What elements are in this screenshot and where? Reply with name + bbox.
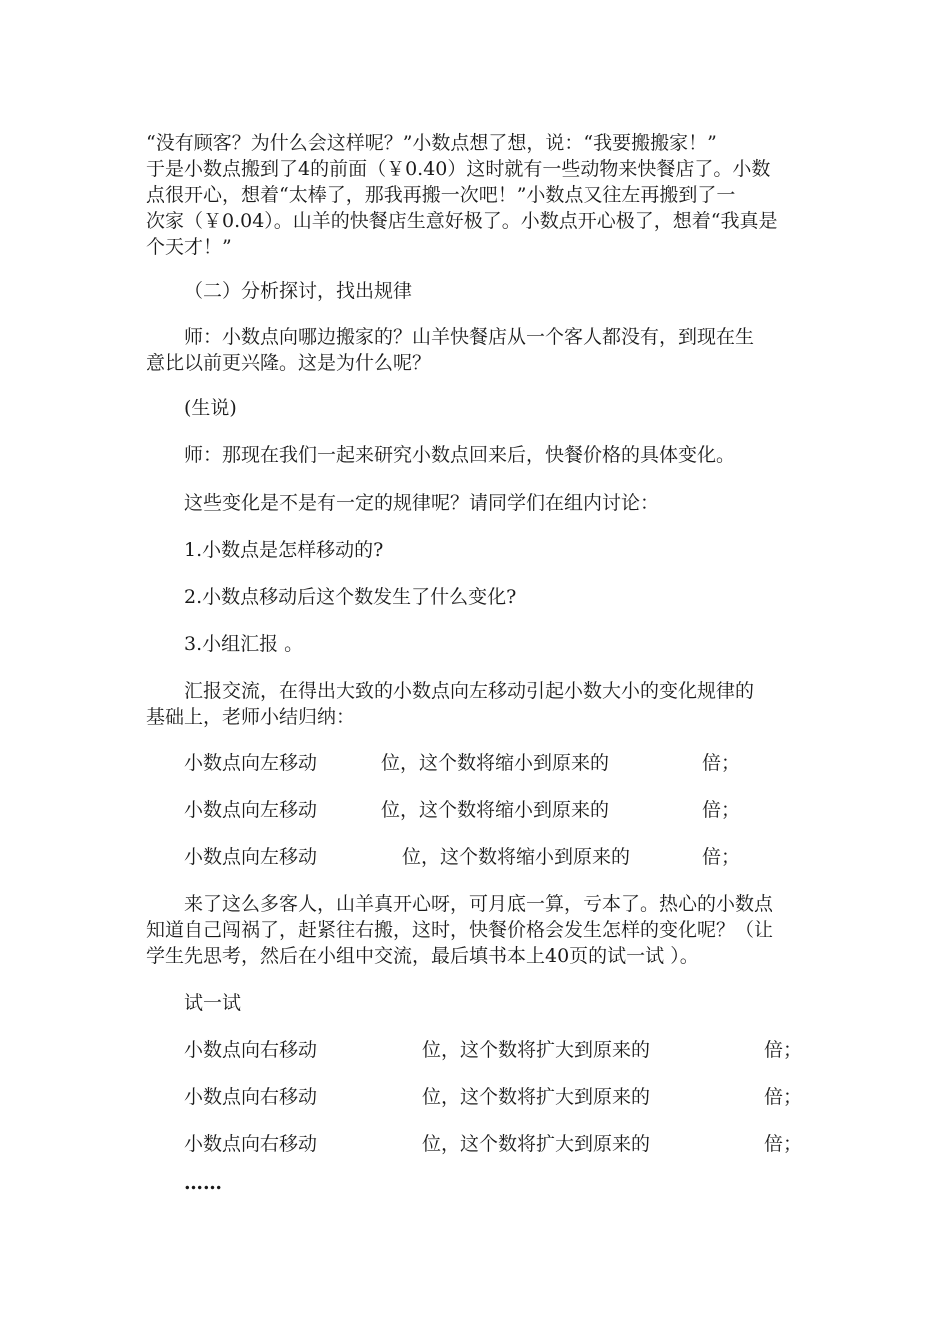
teacher-research: 师：那现在我们一起来研究小数点回来后，快餐价格的具体变化。 — [184, 444, 736, 466]
rule-direction: 小数点向右移动 — [184, 1133, 318, 1155]
rule-middle: 位，这个数将扩大到原来的 — [422, 1133, 651, 1155]
left-rule-row — [0, 795, 950, 821]
discussion-item: 2.小数点移动后这个数发生了什么变化? — [184, 586, 517, 608]
right-move-story-line: 来了这么多客人，山羊真开心呀，可月底一算，亏本了。热心的小数点 — [184, 893, 774, 915]
rule-middle: 位，这个数将扩大到原来的 — [422, 1086, 651, 1108]
rule-end: 倍； — [764, 1133, 803, 1155]
discussion-item: 3.小组汇报 。 — [184, 633, 304, 655]
rule-end: 倍； — [764, 1086, 803, 1108]
right-rule-row — [0, 1082, 950, 1108]
rule-direction: 小数点向右移动 — [184, 1086, 318, 1108]
student-says: (生说) — [184, 397, 237, 419]
rule-direction: 小数点向左移动 — [184, 752, 318, 774]
story-line: 次家（￥0.04）。山羊的快餐店生意好极了。小数点开心极了，想着“我真是 — [146, 210, 778, 232]
rule-direction: 小数点向右移动 — [184, 1039, 318, 1061]
left-rule-row — [0, 842, 950, 868]
summary-intro-line: 基础上，老师小结归纳： — [146, 706, 356, 728]
rule-direction: 小数点向左移动 — [184, 799, 318, 821]
discussion-item: 1.小数点是怎样移动的? — [184, 539, 384, 561]
rule-middle: 位，这个数将缩小到原来的 — [402, 846, 631, 868]
rule-direction: 小数点向左移动 — [184, 846, 318, 868]
rule-end: 倍； — [702, 846, 741, 868]
teacher-question-line: 意比以前更兴隆。这是为什么呢？ — [146, 352, 432, 374]
ellipsis: …… — [184, 1172, 222, 1194]
try-heading: 试一试 — [184, 992, 242, 1014]
teacher-question-line: 师：小数点向哪边搬家的？山羊快餐店从一个客人都没有，到现在生 — [184, 326, 755, 348]
right-move-story-line: 学生先思考，然后在小组中交流，最后填书本上40页的试一试 ）。 — [146, 945, 699, 967]
story-line: 个天才！” — [146, 236, 232, 258]
right-rule-row — [0, 1129, 950, 1155]
story-line: 点很开心，想着“太棒了，那我再搬一次吧！”小数点又往左再搬到了一 — [146, 184, 736, 206]
rule-middle: 位，这个数将缩小到原来的 — [381, 799, 610, 821]
rule-end: 倍； — [702, 799, 741, 821]
rule-end: 倍； — [702, 752, 741, 774]
section-heading: （二）分析探讨，找出规律 — [184, 280, 413, 302]
right-move-story-line: 知道自己闯祸了，赶紧往右搬，这时，快餐价格会发生怎样的变化呢？（让 — [146, 919, 774, 941]
summary-intro-line: 汇报交流，在得出大致的小数点向左移动引起小数大小的变化规律的 — [184, 680, 755, 702]
rule-end: 倍； — [764, 1039, 803, 1061]
right-rule-row — [0, 1035, 950, 1061]
left-rule-row — [0, 748, 950, 774]
story-line: “没有顾客？为什么会这样呢？”小数点想了想，说：“我要搬搬家！” — [146, 132, 717, 154]
discussion-prompt: 这些变化是不是有一定的规律呢？请同学们在组内讨论： — [184, 492, 660, 514]
rule-middle: 位，这个数将扩大到原来的 — [422, 1039, 651, 1061]
rule-middle: 位，这个数将缩小到原来的 — [381, 752, 610, 774]
story-line: 于是小数点搬到了4的前面（￥0.40）这时就有一些动物来快餐店了。小数 — [146, 158, 771, 180]
